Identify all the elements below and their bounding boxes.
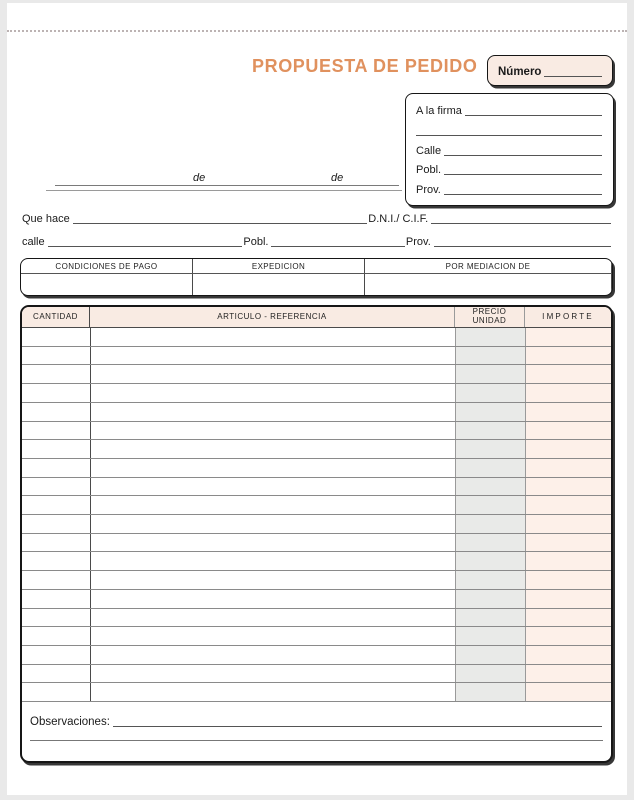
sender-address-row — [22, 235, 612, 248]
item-row — [22, 478, 611, 497]
items-grid-rows — [22, 328, 611, 702]
form-title: PROPUESTA DE PEDIDO — [252, 56, 478, 76]
item-row — [22, 440, 611, 459]
sender-id-blank-line — [431, 223, 611, 224]
item-row — [22, 328, 611, 347]
recipient-street-label: Calle — [416, 144, 442, 157]
item-row — [22, 646, 611, 665]
recipient-town-blank-line — [444, 174, 602, 175]
item-row — [22, 571, 611, 590]
observations-second-line — [30, 740, 603, 741]
recipient-town-label: Pobl. — [416, 164, 442, 177]
recipient-street-row — [416, 144, 603, 157]
perforation-line — [7, 30, 627, 32]
sender-town-label: Pobl. — [243, 236, 269, 248]
conditions-agent-label: POR MEDIACION DE — [445, 262, 531, 271]
recipient-name-row — [416, 104, 603, 117]
item-row — [22, 422, 611, 441]
recipient-province-blank-line — [444, 194, 602, 195]
recipient-street-blank-line — [444, 155, 602, 156]
observations-blank-line — [113, 726, 602, 727]
date-second-line — [46, 190, 402, 191]
observations-row — [30, 713, 603, 728]
conditions-shipping-label: EXPEDICION — [251, 262, 306, 271]
date-line — [55, 170, 399, 186]
item-row — [22, 534, 611, 553]
sender-province-blank-line — [434, 246, 611, 247]
item-row — [22, 459, 611, 478]
sender-street-blank-line — [48, 246, 243, 247]
item-row — [22, 347, 611, 366]
conditions-col-payment — [21, 259, 193, 295]
header-amount: IMPORTE — [542, 311, 594, 321]
item-row — [22, 552, 611, 571]
sender-who-label: Que hace — [22, 213, 70, 225]
recipient-town-row — [416, 163, 603, 176]
recipient-name-blank-line — [465, 115, 602, 116]
numero-label: Número — [498, 65, 542, 78]
sender-name-row — [22, 212, 612, 225]
conditions-header-underline — [21, 273, 612, 274]
date-de2-label: de — [331, 172, 344, 184]
numero-blank-line — [544, 76, 602, 77]
item-row — [22, 496, 611, 515]
recipient-province-label: Prov. — [416, 184, 441, 196]
sender-province-label: Prov. — [405, 236, 431, 248]
item-row — [22, 515, 611, 534]
sender-name-blank-line — [73, 223, 368, 224]
item-row — [22, 683, 611, 702]
date-de1-label: de — [193, 172, 206, 184]
recipient-box — [405, 93, 614, 206]
recipient-to-label: A la firma — [416, 105, 462, 117]
items-table — [20, 305, 613, 763]
item-row — [22, 590, 611, 609]
item-row — [22, 665, 611, 684]
sender-id-label: D.N.I./ C.I.F. — [368, 213, 429, 225]
item-row — [22, 609, 611, 628]
header-quantity: CANTIDAD — [22, 307, 90, 327]
conditions-col-agent — [365, 259, 612, 295]
header-unit-price: PRECIO UNIDAD — [455, 307, 525, 327]
conditions-col-shipping — [193, 259, 365, 295]
recipient-extra-blank-line — [416, 135, 602, 136]
conditions-payment-label: CONDICIONES DE PAGO — [55, 262, 158, 271]
item-row — [22, 403, 611, 422]
header-article-reference: ARTICULO - REFERENCIA — [90, 307, 455, 327]
conditions-box — [20, 258, 613, 296]
sender-street-label: calle — [22, 236, 45, 248]
item-row — [22, 384, 611, 403]
numero-box — [487, 55, 613, 86]
form-page — [7, 3, 627, 795]
recipient-extra-row — [416, 124, 603, 137]
items-table-header — [22, 307, 611, 328]
observations-label: Observaciones: — [30, 715, 110, 728]
sender-town-blank-line — [271, 246, 404, 247]
observations-area — [22, 702, 611, 761]
recipient-province-row — [416, 183, 603, 196]
item-row — [22, 627, 611, 646]
item-row — [22, 365, 611, 384]
